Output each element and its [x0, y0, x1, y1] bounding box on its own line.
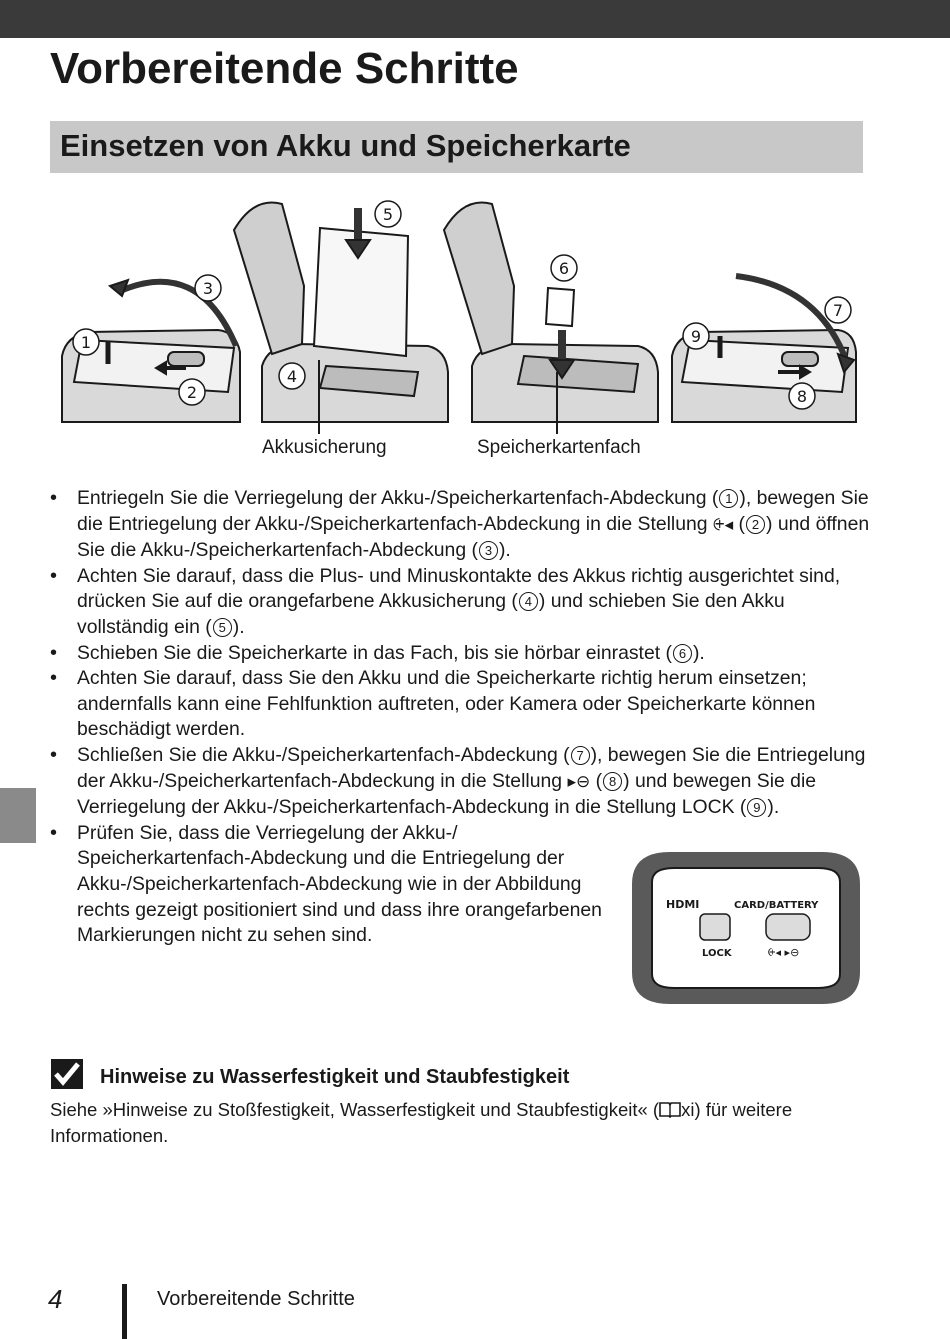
- section-title: Einsetzen von Akku und Speicherkarte: [60, 128, 631, 163]
- svg-text:7: 7: [832, 301, 844, 320]
- battery-insertion-panel: [234, 202, 448, 422]
- closed-position-icon: ▸⊖: [567, 771, 591, 792]
- step-marker-3: [195, 275, 221, 301]
- card-slot-leader-line: [556, 372, 558, 434]
- svg-text:3: 3: [202, 279, 214, 298]
- battery-latch-leader-line: [318, 360, 320, 434]
- step-number: 6: [673, 644, 692, 663]
- footer-divider: [122, 1284, 127, 1339]
- instruction-item: • Entriegeln Sie die Verriegelung der Akku-/Speicherkartenfach-Abdeckung ( 1 ), bewegen Sie die Entriegelung der Akku-/Speicherkartenfach-Abdeckung in die Stellung ⨭◂ ( 2 ) und öffnen Sie die Akku-/Speicherkartenfach-Abdeckung ( 3 ).: [50, 486, 870, 564]
- step-number: 1: [719, 489, 738, 508]
- svg-text:4: 4: [286, 367, 298, 386]
- battery-card-insertion-illustration: [58, 196, 858, 426]
- svg-text:9: 9: [690, 327, 702, 346]
- svg-text:6: 6: [558, 259, 570, 278]
- step-marker-9: [683, 323, 709, 349]
- step-number: 3: [479, 541, 498, 560]
- svg-text:HDMI: HDMI: [666, 898, 700, 911]
- instruction-item: • Schließen Sie die Akku-/Speicherkartenfach-Abdeckung ( 7 ), bewegen Sie die Entriegelung der Akku-/Speicherkartenfach-Abdeckung in die Stellung ▸⊖ ( 8 ) und bewegen Sie die Verriegelung der Akku-/Speicherkartenfach-Abdeckung in die Stellung LOCK ( 9 ).: [50, 743, 870, 821]
- svg-text:LOCK: LOCK: [702, 948, 732, 959]
- page-number: 4: [48, 1284, 63, 1314]
- svg-text:2: 2: [186, 383, 198, 402]
- svg-text:⨭◂ ▸⊖: ⨭◂ ▸⊖: [768, 946, 800, 959]
- cover-closed-figure: [630, 850, 862, 1006]
- instruction-item: • Schieben Sie die Speicherkarte in das Fach, bis sie hörbar einrastet ( 6 ).: [50, 641, 870, 667]
- svg-text:1: 1: [80, 333, 92, 352]
- section-heading-band: [50, 121, 863, 173]
- open-position-icon: ⨭◂: [712, 514, 734, 535]
- svg-text:CARD/BATTERY: CARD/BATTERY: [734, 900, 819, 911]
- svg-text:5: 5: [382, 205, 394, 224]
- step-number: 9: [747, 798, 766, 817]
- step-number: 5: [213, 618, 232, 637]
- checkmark-note-icon: [50, 1058, 84, 1090]
- step-marker-2: [179, 379, 205, 405]
- card-slot-label: Speicherkartenfach: [477, 437, 641, 458]
- instruction-item: • Achten Sie darauf, dass Sie den Akku und die Speicherkarte richtig herum einsetzen; andernfalls kann eine Fehlfunktion auftreten, oder Kamera oder Speicherkarte können beschädigt werden.: [50, 666, 870, 743]
- battery-latch-label: Akkusicherung: [262, 437, 387, 458]
- footer-chapter-title: Vorbereitende Schritte: [157, 1288, 355, 1310]
- step-number: 7: [571, 746, 590, 765]
- chapter-tab-marker: [0, 788, 36, 843]
- step-marker-7: [825, 297, 851, 323]
- step-marker-5: [375, 201, 401, 227]
- svg-text:8: 8: [796, 387, 808, 406]
- step-marker-6: [551, 255, 577, 281]
- book-reference-icon: [659, 1101, 681, 1118]
- step-number: 8: [603, 772, 622, 791]
- step-marker-1: [73, 329, 99, 355]
- instruction-item: • Achten Sie darauf, dass die Plus- und Minuskontakte des Akkus richtig ausgerichtet sind, drücken Sie auf die orangefarbene Akkusicherung ( 4 ) und schieben Sie den Akku vollständig ein ( 5 ).: [50, 564, 870, 641]
- step-marker-8: [789, 383, 815, 409]
- note-body: Siehe »Hinweise zu Stoßfestigkeit, Wasserfestigkeit und Staubfestigkeit« ( xi) für weitere Informationen.: [50, 1099, 793, 1146]
- instruction-item: • Prüfen Sie, dass die Verriegelung der Akku-/ Speicherkartenfach-Abdeckung und die Entriegelung der Akku-/Speicherkartenfach-Abdeckung wie in der Abbildung rechts gezeigt positioniert sind und dass ihre orangefarbenen Markierungen nicht zu sehen sind.: [50, 821, 620, 949]
- chapter-title: Vorbereitende Schritte: [50, 44, 519, 93]
- note-title: Hinweise zu Wasserfestigkeit und Staubfestigkeit: [100, 1066, 570, 1088]
- header-bar: [0, 0, 950, 38]
- card-insertion-panel: [444, 202, 658, 422]
- step-number: 2: [746, 515, 765, 534]
- step-number: 4: [519, 592, 538, 611]
- step-marker-4: [279, 363, 305, 389]
